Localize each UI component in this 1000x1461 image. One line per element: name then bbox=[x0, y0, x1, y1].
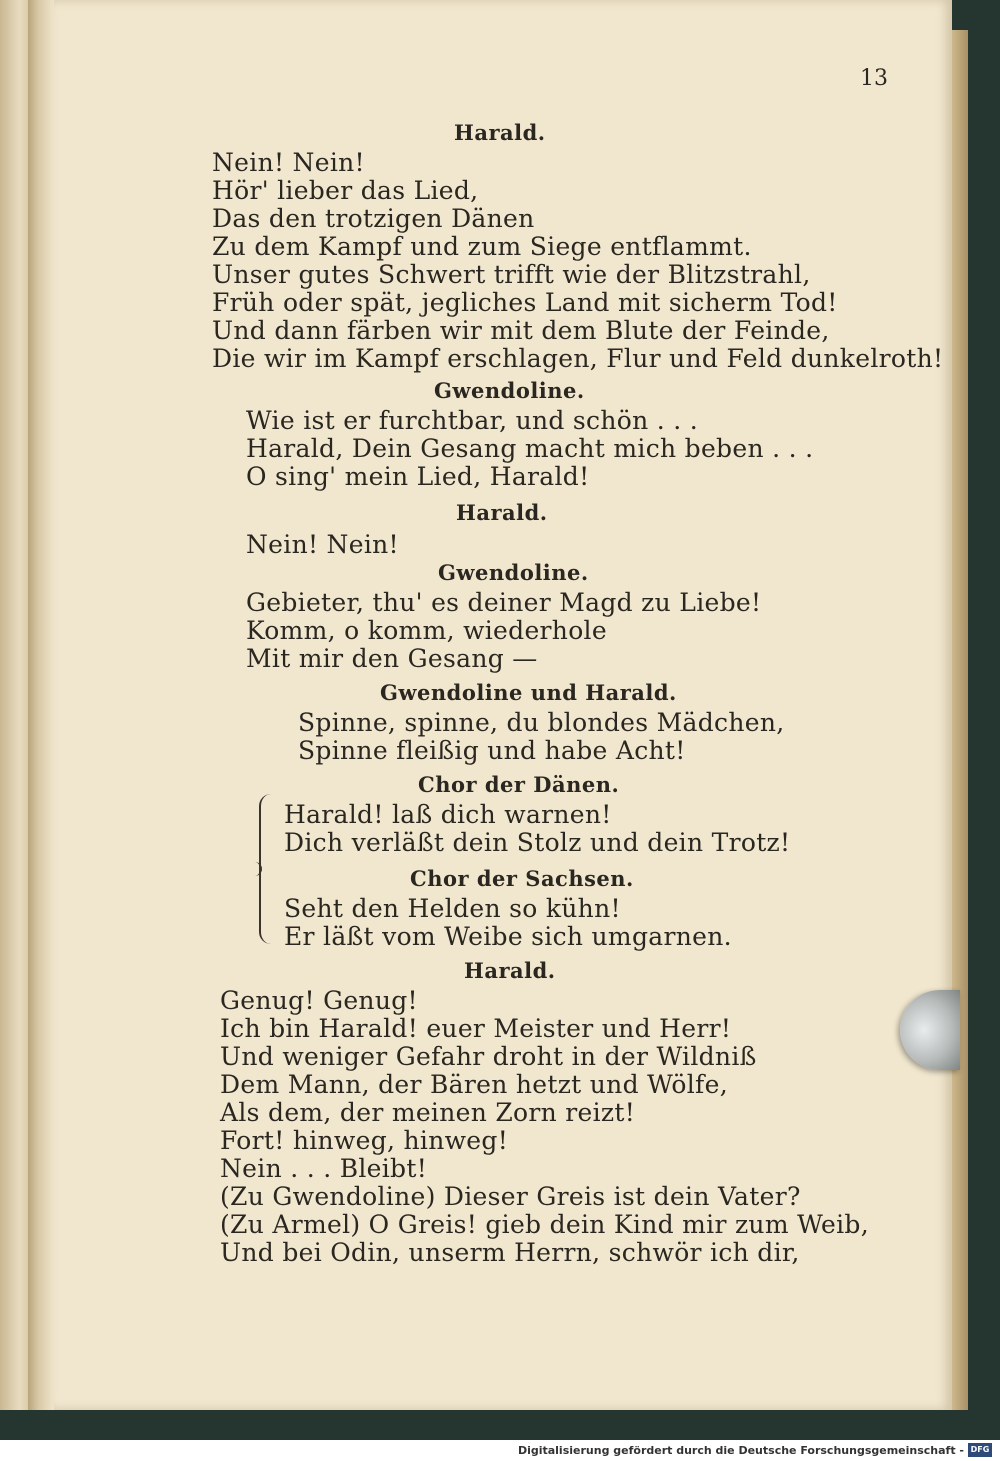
page-edges bbox=[952, 30, 968, 1410]
facing-page-edge bbox=[0, 0, 29, 1410]
verse-line: Harald! laß dich warnen! bbox=[284, 800, 612, 829]
speaker-heading: Harald. bbox=[456, 500, 548, 525]
verse-line: Früh oder spät, jegliches Land mit sicherm Tod! bbox=[212, 288, 838, 317]
verse-line: Nein! Nein! bbox=[212, 148, 365, 177]
verse-line: Die wir im Kampf erschlagen, Flur und Feld dunkelroth! bbox=[212, 344, 944, 373]
speaker-heading: Gwendoline. bbox=[434, 378, 585, 403]
speaker-heading: Harald. bbox=[464, 958, 556, 983]
verse-line: Genug! Genug! bbox=[220, 986, 418, 1015]
speaker-heading: Chor der Dänen. bbox=[418, 772, 620, 797]
verse-line: Er läßt vom Weibe sich umgarnen. bbox=[284, 922, 732, 951]
verse-line: O sing' mein Lied, Harald! bbox=[246, 462, 590, 491]
verse-line: Mit mir den Gesang — bbox=[246, 644, 538, 673]
verse-line: (Zu Armel) O Greis! gieb dein Kind mir zum Weib, bbox=[220, 1210, 869, 1239]
verse-line: Seht den Helden so kühn! bbox=[284, 894, 621, 923]
verse-line: Gebieter, thu' es deiner Magd zu Liebe! bbox=[246, 588, 762, 617]
verse-line: Hör' lieber das Lied, bbox=[212, 176, 479, 205]
speaker-heading: Gwendoline und Harald. bbox=[380, 680, 677, 705]
digitization-credit: Digitalisierung gefördert durch die Deutsche Forschungsgemeinschaft - bbox=[517, 1444, 964, 1457]
verse-line: Und weniger Gefahr droht in der Wildniß bbox=[220, 1042, 757, 1071]
verse-line: Komm, o komm, wiederhole bbox=[246, 616, 607, 645]
verse-line: Fort! hinweg, hinweg! bbox=[220, 1126, 509, 1155]
verse-line: Als dem, der meinen Zorn reizt! bbox=[220, 1098, 636, 1127]
book-page bbox=[54, 0, 952, 1410]
verse-line: Nein . . . Bleibt! bbox=[220, 1154, 428, 1183]
dfg-logo: DFG bbox=[968, 1443, 992, 1457]
verse-line: Zu dem Kampf und zum Siege entflammt. bbox=[212, 232, 752, 261]
page-number: 13 bbox=[860, 66, 888, 91]
verse-line: Das den trotzigen Dänen bbox=[212, 204, 535, 233]
verse-line: Wie ist er furchtbar, und schön . . . bbox=[246, 406, 698, 435]
verse-line: Ich bin Harald! euer Meister und Herr! bbox=[220, 1014, 732, 1043]
verse-line: (Zu Gwendoline) Dieser Greis ist dein Vater? bbox=[220, 1182, 801, 1211]
libretto-text bbox=[54, 0, 952, 1410]
verse-line: Spinne, spinne, du blondes Mädchen, bbox=[298, 708, 785, 737]
verse-line: Und dann färben wir mit dem Blute der Feinde, bbox=[212, 316, 830, 345]
book-gutter bbox=[28, 0, 54, 1410]
speaker-heading: Gwendoline. bbox=[438, 560, 589, 585]
speaker-heading: Harald. bbox=[454, 120, 546, 145]
verse-line: Dich verläßt dein Stolz und dein Trotz! bbox=[284, 828, 791, 857]
verse-line: Unser gutes Schwert trifft wie der Blitzstrahl, bbox=[212, 260, 811, 289]
verse-line: Spinne fleißig und habe Acht! bbox=[298, 736, 686, 765]
verse-line: Nein! Nein! bbox=[246, 530, 399, 559]
verse-line: Dem Mann, der Bären hetzt und Wölfe, bbox=[220, 1070, 728, 1099]
speaker-heading: Chor der Sachsen. bbox=[410, 866, 634, 891]
verse-line: Harald, Dein Gesang macht mich beben . . . bbox=[246, 434, 814, 463]
verse-line: Und bei Odin, unserm Herrn, schwör ich dir, bbox=[220, 1238, 800, 1267]
